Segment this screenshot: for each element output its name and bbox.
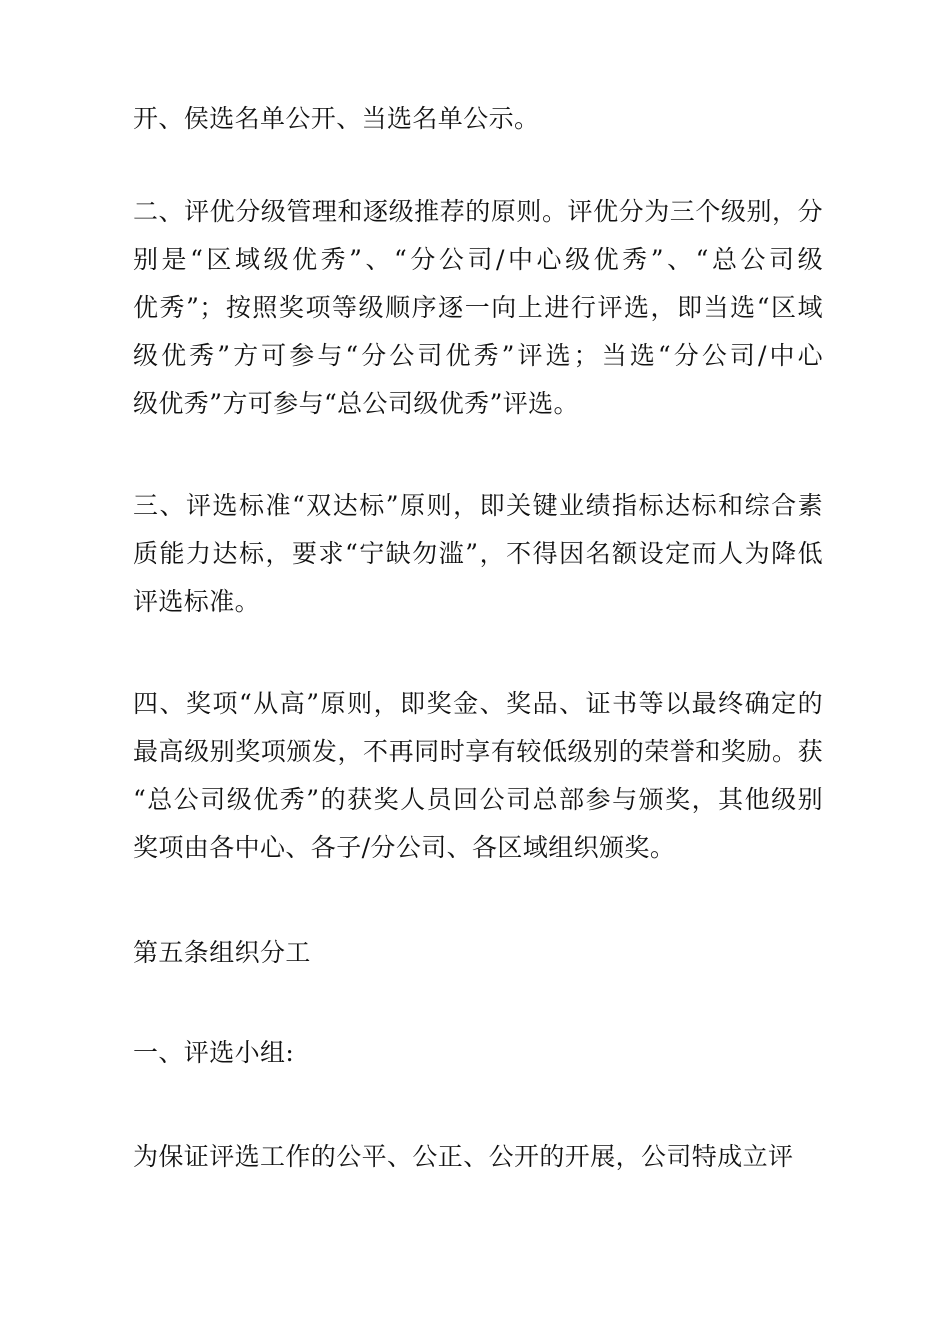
text-line: 级优秀”方可参与“总公司级优秀”评选。 — [133, 389, 579, 418]
text-line: 四、奖项“从高”原则，即奖金、奖品、证书等以最终确定的 — [133, 689, 823, 718]
text-line: 奖项由各中心、各子/分公司、各区域组织颁奖。 — [133, 833, 676, 862]
text-line: 为保证评选工作的公平、公正、公开的开展，公司特成立评 — [133, 1142, 794, 1171]
text-line: 二、评优分级管理和逐级推荐的原则。评优分为三个级别，分 — [133, 197, 823, 226]
text-line: 最高级别奖项颁发，不再同时享有较低级别的荣誉和奖励。获 — [133, 737, 823, 766]
text-line: “总公司级优秀”的获奖人员回公司总部参与颁奖，其他级别 — [133, 785, 823, 814]
paragraph-fairness — [133, 1133, 823, 1181]
text-line: 质能力达标，要求“宁缺勿滥”，不得因名额设定而人为降低 — [133, 539, 823, 568]
text-line: 级优秀”方可参与“分公司优秀”评选；当选“分公司/中心 — [133, 341, 823, 370]
text-line: 第五条组织分工 — [133, 938, 311, 967]
text-line: 评选标准。 — [133, 587, 261, 616]
text-line: 别是“区域级优秀”、“分公司/中心级优秀”、“总公司级 — [133, 245, 823, 274]
paragraph-highest-award — [133, 680, 823, 872]
section-heading-article-5 — [133, 929, 823, 977]
paragraph-publicity — [133, 95, 823, 143]
paragraph-tiered-management — [133, 188, 823, 428]
text-line: 三、评选标准“双达标”原则，即关键业绩指标达标和综合素 — [133, 491, 823, 520]
text-line: 一、评选小组: — [133, 1038, 295, 1067]
paragraph-selection-standard — [133, 482, 823, 626]
text-line: 开、侯选名单公开、当选名单公示。 — [133, 104, 540, 133]
text-line: 优秀”；按照奖项等级顺序逐一向上进行评选，即当选“区域 — [133, 293, 823, 322]
subsection-heading-selection-group — [133, 1029, 823, 1077]
